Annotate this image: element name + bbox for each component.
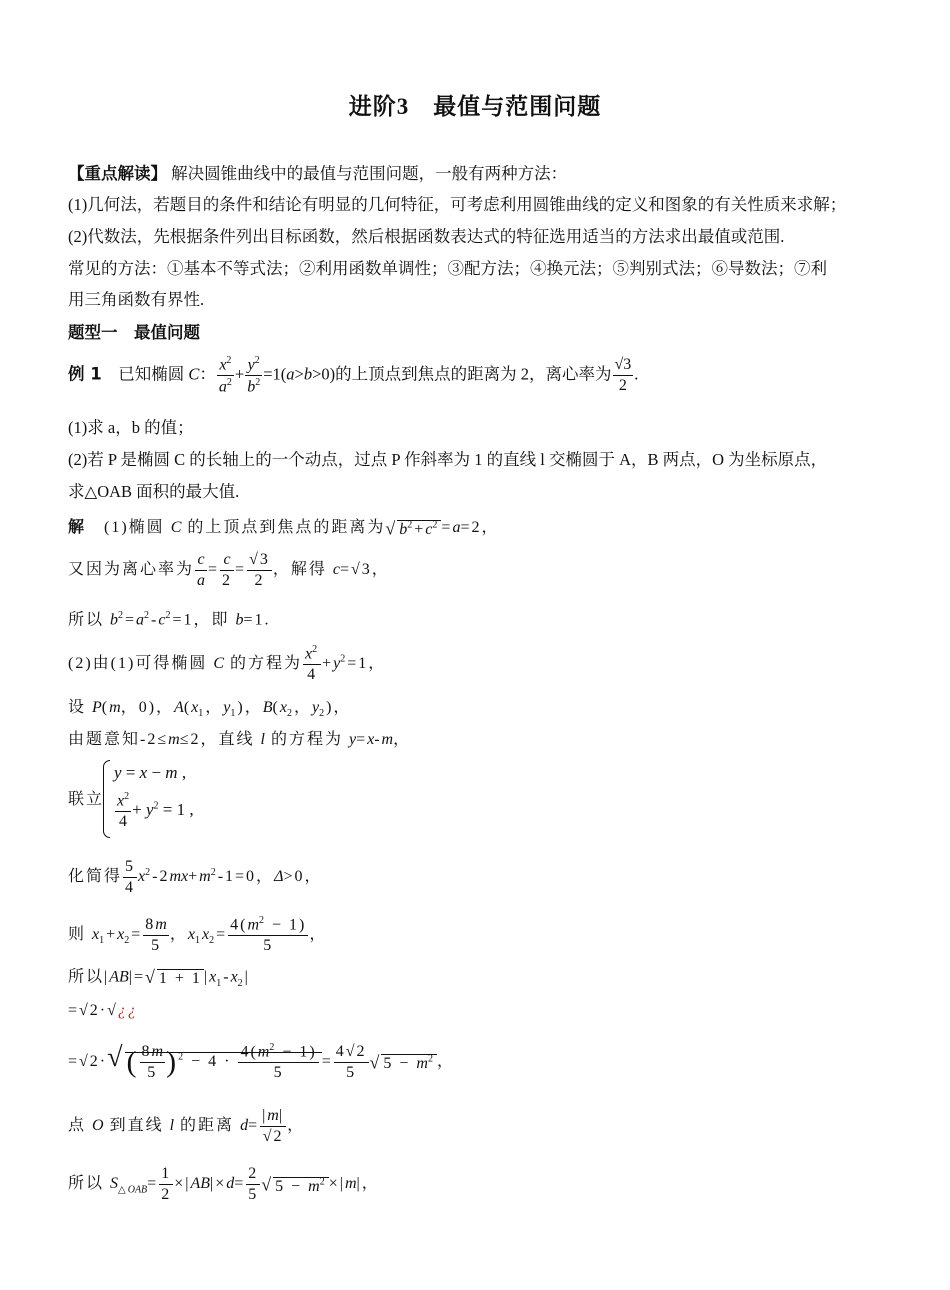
- ellipse-term-x: $\frac{x^2}{a^2}$: [218, 355, 232, 396]
- title-text: 最值与范围问题: [433, 94, 602, 120]
- solution-line-6: 由题意知-2≤m≤2，直线 l 的方程为 y=x-m，: [68, 731, 412, 748]
- question-2b: 求△OAB 面积的最大值.: [68, 482, 240, 501]
- solution-line-11: =√2·√¿¿: [68, 1002, 138, 1019]
- sqrt-b2-c2: √ $b^2+c^2$: [385, 518, 440, 539]
- intro-p3a: 常见的方法：①基本不等式法；②利用函数单调性；③配方法；④换元法；⑤判别式法；⑥导数法；⑦利: [68, 259, 827, 278]
- solution-line-1: 解 (1)椭圆 C 的上顶点到焦点的距离为√ $b^2+c^2 =a=2$，: [68, 515, 499, 541]
- intro-line: [68, 163, 567, 185]
- solution-line-8: 化简得 $\frac{5}{4}$ $x^2-2mx+m^2-1=0$，Δ>0，: [68, 858, 323, 896]
- example-label: 例 1: [68, 364, 102, 384]
- solution-line-3: 所以 $b^2=a^2-c^2=1$，即 b=1.: [68, 610, 271, 629]
- system-eq-1: y = x − m ,: [114, 763, 187, 782]
- solution-line-12: =√2·√( $\frac{8m}{5}$ )$^2$ − 4 · $\frac{4(m^2 - 1)}{5}$ = $\frac{4√2}{5}$ √ $5 - m^2$ ，: [68, 1041, 455, 1082]
- eccentricity-value: $\frac{√3}{2}$: [614, 356, 632, 395]
- example-statement: 例 1 已知椭圆 C： $\frac{x^2}{a^2}$ + $\frac{y^2}{b^2}$ =1(a>b>0)的上顶点到焦点的距离为 2，离心率为 $\frac{√3}{2}$ .: [68, 355, 639, 396]
- solution-line-13: 点 O 到直线 l 的距离 d= $\frac{|m|}{√2}$ ，: [68, 1107, 306, 1145]
- intro-label: 【重点解读】: [68, 164, 167, 183]
- solution-line-4: (2)由(1)可得椭圆 C 的方程为 $\frac{x^2}{4}$ $+y^2=1$，: [68, 644, 387, 684]
- section-heading: 题型一 最值问题: [68, 323, 200, 342]
- intro-p2: (2)代数法，先根据条件列出目标函数，然后根据函数表达式的特征选用适当的方法求出最值或范围.: [68, 227, 785, 246]
- ellipse-term-y: $\frac{y^2}{b^2}$: [247, 355, 261, 396]
- system-eq-2: $\frac{x^2}{4}$ + $y^2 = 1$ ,: [117, 791, 194, 831]
- title-prefix: 进阶: [348, 94, 397, 120]
- question-1: (1)求 a，b 的值；: [68, 418, 194, 437]
- solution-line-2: 又因为离心率为 $\frac{c}{a}$ = $\frac{c}{2}$ = $\frac{√3}{2}$ ，解得 c=√3，: [68, 551, 390, 589]
- solution-line-14: 所以 $S_{\triangle OAB}=$ $\frac{1}{2}$ ×|AB|×d= $\frac{2}{5}$ √ $5 - m^2 \times|m|$，: [68, 1165, 380, 1203]
- solution-line-5: 设 P(m，0)，$A(x_1$，$y_1$)，$B(x_2$，$y_2$)，: [68, 699, 352, 720]
- solution-line-7-label: 联立: [68, 791, 105, 808]
- intro-p1: (1)几何法，若题目的条件和结论有明显的几何特征，可考虑利用圆锥曲线的定义和图象的有关性质来求解；: [68, 195, 847, 214]
- system-brace: [103, 760, 110, 838]
- page-title: [0, 88, 950, 121]
- title-number: 3: [396, 94, 410, 119]
- intro-text: 解决圆锥曲线中的最值与范围问题，一般有两种方法：: [171, 164, 568, 183]
- solution-line-10: 所以|AB|=√ 1 + 1 $|x_1-x_2|$: [68, 967, 250, 989]
- question-2a: (2)若 P 是椭圆 C 的长轴上的一个动点，过点 P 作斜率为 1 的直线 l 交椭圆于 A，B 两点，O 为坐标原点，: [68, 450, 828, 469]
- solution-line-9: 则 $x_1+x_2=$ $\frac{8m}{5}$ ，$x_1x_2=$ $\frac{4(m^2 - 1)}{5}$ ，: [68, 915, 328, 955]
- intro-p3b: 用三角函数有界性.: [68, 290, 205, 309]
- solution-label: 解: [68, 516, 87, 536]
